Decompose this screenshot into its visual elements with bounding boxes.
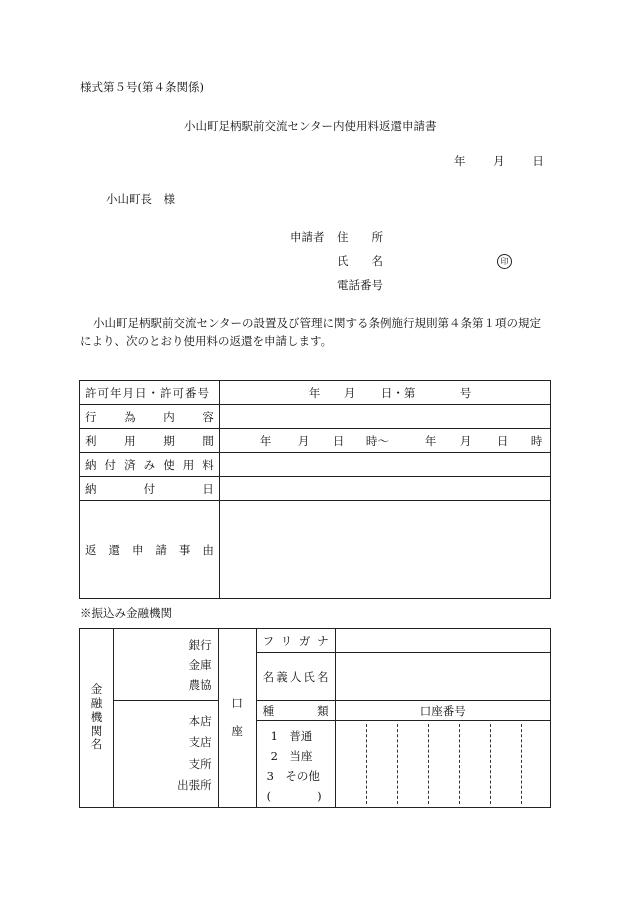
form-number: 様式第５号(第４条関係)	[80, 80, 204, 94]
paid-date-value-cell[interactable]	[219, 477, 550, 501]
account-type-current: 2 当座	[270, 749, 313, 764]
activity-value-cell[interactable]	[219, 405, 550, 429]
permit-value-cell[interactable]	[219, 381, 550, 405]
furigana-label: フ リ ガ ナ	[256, 629, 335, 653]
bank-type-nokyo: 農協	[188, 678, 212, 693]
form-title: 小山町足柄駅前交流センター内使用料返還申請書	[184, 119, 437, 133]
account-digit-divider	[366, 724, 367, 804]
permit-label: 許可年月日・許可番号	[80, 381, 220, 405]
account-number-value-cell[interactable]	[335, 721, 550, 808]
account-digit-divider	[397, 724, 398, 804]
account-label: 口 座	[218, 629, 256, 808]
account-type-ordinary: 1 普通	[270, 729, 313, 743]
phone-label: 電話番号	[337, 278, 383, 292]
body-text-line1: 小山町足柄駅前交流センターの設置及び管理に関する条例施行規則第４条第１項の規定	[93, 316, 542, 330]
account-type-other: 3 その他	[266, 769, 320, 784]
address-label: 住 所	[337, 230, 383, 244]
paid-fee-label: 納 付 済 み 使 用 料	[80, 453, 220, 477]
institution-label: 金 融 機 関 名	[80, 629, 114, 808]
paid-date-label: 納 付 日	[80, 477, 220, 501]
period-start-day: 日	[332, 433, 345, 448]
body-text-line2: により、次のとおり使用料の返還を申請します。	[80, 334, 333, 348]
bank-table	[79, 628, 551, 808]
permit-number: 号	[459, 385, 472, 400]
date-year: 年	[454, 154, 466, 168]
period-end-hour: 時	[530, 433, 543, 448]
activity-label	[80, 405, 220, 429]
addressee: 小山町長 様	[106, 192, 175, 206]
permit-month: 月	[343, 385, 356, 400]
branch-type-branch: 支店	[188, 735, 212, 750]
period-end-month: 月	[459, 433, 472, 448]
account-digit-divider	[459, 724, 460, 804]
account-digit-divider	[428, 724, 429, 804]
branch-type-office: 支所	[188, 756, 212, 771]
account-type-options[interactable]	[256, 721, 335, 808]
bank-type-bank: 銀行	[188, 638, 212, 652]
name-label: 氏 名	[337, 254, 383, 268]
period-start-year: 年	[259, 433, 272, 448]
period-start-month: 月	[297, 433, 310, 448]
account-digit-divider	[521, 724, 522, 804]
permit-year: 年	[308, 385, 321, 400]
holder-name-value-cell[interactable]	[335, 653, 550, 701]
period-end-day: 日	[496, 433, 509, 448]
main-table	[79, 380, 551, 599]
account-number-label: 口座番号	[335, 701, 550, 721]
bank-name-cell[interactable]	[113, 629, 218, 701]
branch-type-sub: 出張所	[177, 777, 212, 792]
bank-type-shinkin: 金庫	[188, 658, 212, 673]
period-start-hour: 時～	[365, 433, 389, 448]
furigana-value-cell[interactable]	[335, 629, 550, 653]
activity-label-text: 行 為 内 容	[85, 409, 214, 424]
type-label: 種 類	[256, 701, 335, 721]
holder-name-label: 名 義 人 氏 名	[256, 653, 335, 701]
applicant-label: 申請者	[290, 230, 325, 244]
seal-icon: 印	[497, 254, 512, 269]
seal-mark	[497, 254, 512, 269]
permit-day: 日・第	[380, 385, 416, 400]
period-end-year: 年	[424, 433, 437, 448]
bank-note: ※振込み金融機関	[80, 606, 172, 620]
period-value-cell[interactable]	[219, 429, 550, 453]
date-day: 日	[532, 154, 544, 168]
branch-type-main: 本店	[188, 714, 212, 728]
period-label: 利 用 期 間	[80, 429, 220, 453]
branch-name-cell[interactable]	[113, 701, 218, 808]
reason-value-cell[interactable]	[219, 501, 550, 599]
date-line	[454, 156, 544, 168]
paid-fee-value-cell[interactable]	[219, 453, 550, 477]
account-digit-divider	[490, 724, 491, 804]
account-type-other-blank: ( )	[266, 789, 322, 804]
date-month: 月	[493, 154, 505, 168]
reason-label: 返 還 申 請 事 由	[80, 501, 220, 599]
